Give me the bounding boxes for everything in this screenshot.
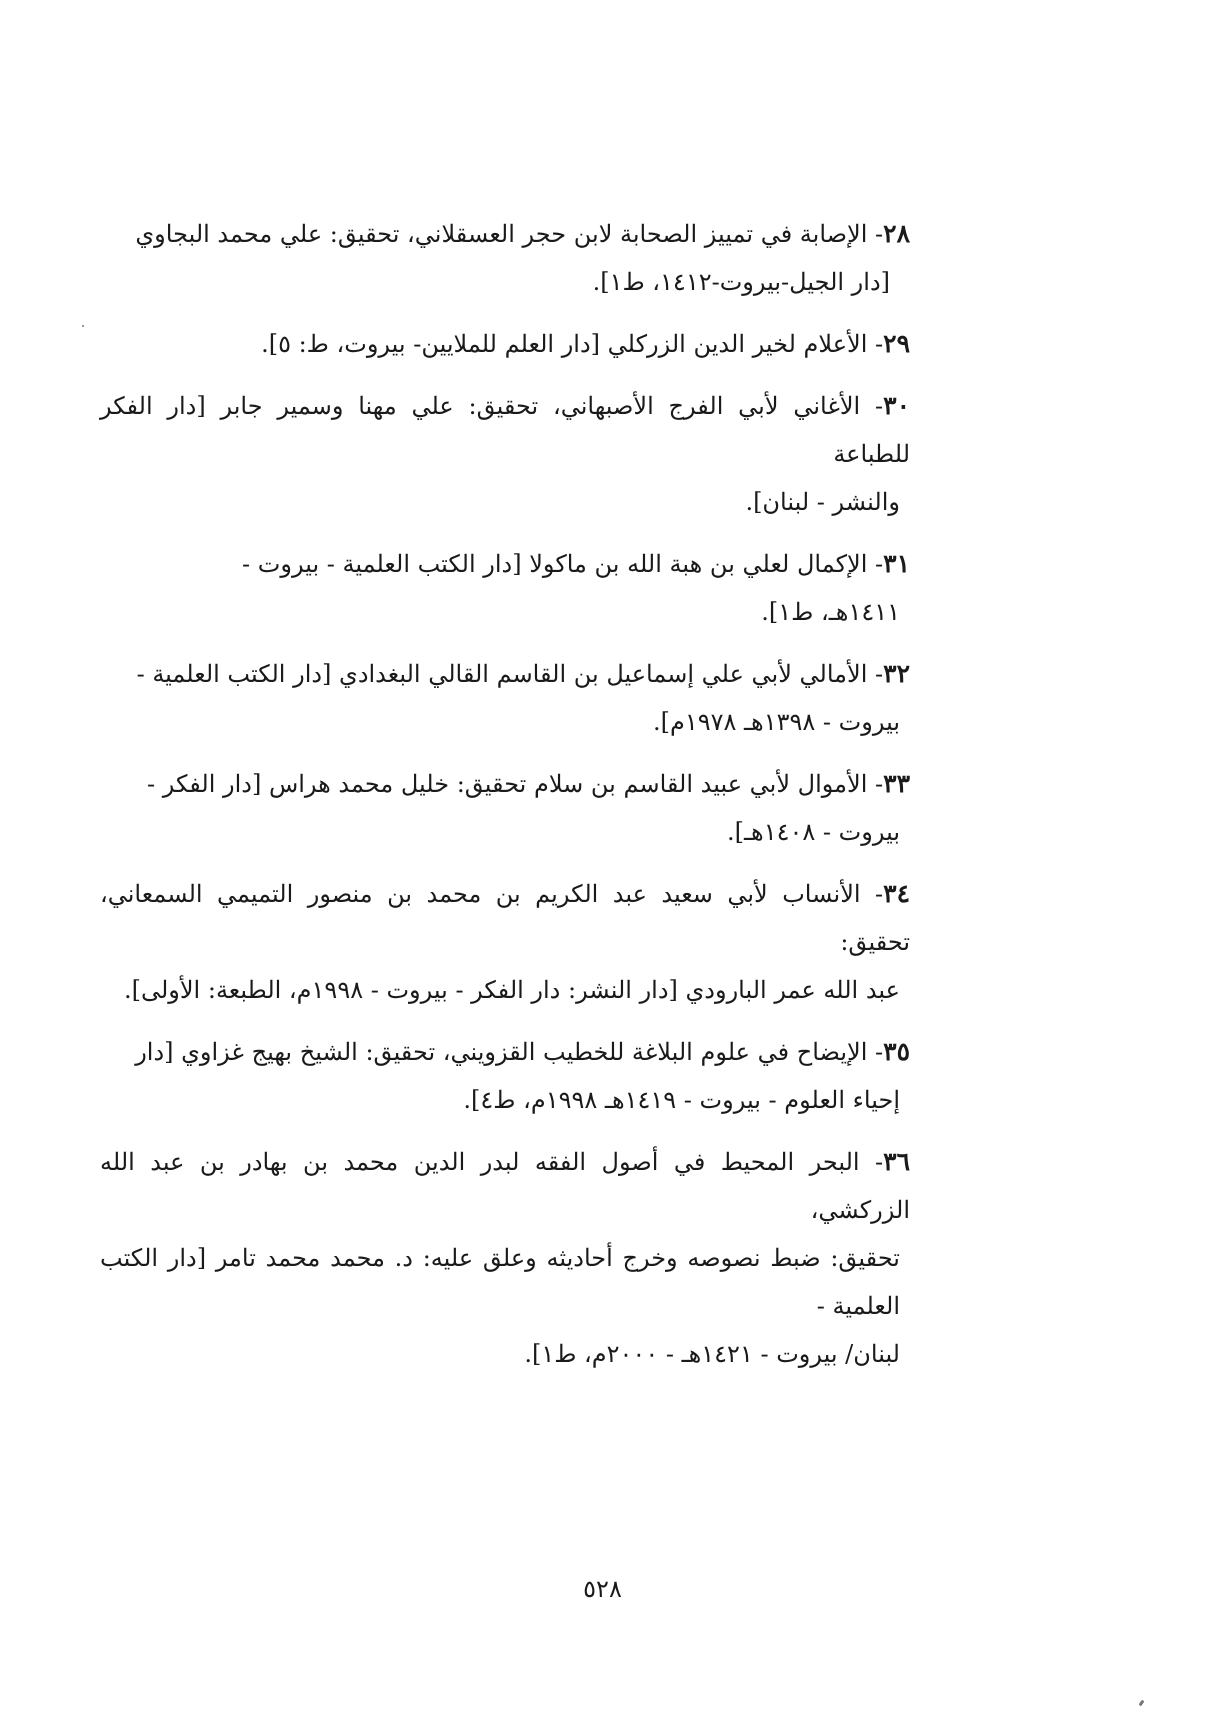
entry-number: ٣١: [883, 549, 910, 578]
entry-dash: -: [867, 1038, 884, 1066]
entry-line: [100, 1138, 1000, 1234]
entry-text: البحر المحيط في أصول الفقه لبدر الدين محمد بن بهادر بن عبد الله الزركشي،: [100, 1148, 910, 1224]
bibliography-list: [100, 210, 1000, 1378]
entry-dash: -: [867, 770, 884, 798]
entry-line: [100, 382, 1000, 478]
entry-line: والنشر - لبنان].: [745, 488, 900, 516]
bibliography-entry: [100, 382, 1000, 526]
entry-line: [100, 870, 1000, 966]
entry-number: ٣٣: [883, 769, 910, 798]
entry-number: ٣٠: [883, 391, 910, 420]
entry-number: ٢٨: [883, 219, 910, 248]
entry-line: [100, 320, 1000, 368]
entry-line: [100, 1028, 1000, 1076]
entry-dash: -: [867, 660, 884, 688]
entry-number: ٣٦: [883, 1147, 910, 1176]
entry-dash: -: [860, 880, 884, 908]
entry-line: بيروت - ١٣٩٨هـ ١٩٧٨م].: [652, 708, 900, 736]
entry-line: [100, 540, 1000, 588]
entry-line: بيروت - ١٤٠٨هـ].: [727, 818, 900, 846]
entry-number: ٣٤: [883, 879, 910, 908]
entry-text: الأموال لأبي عبيد القاسم بن سلام تحقيق: خليل محمد هراس [دار الفكر -: [147, 770, 868, 798]
entry-text: الأمالي لأبي علي إسماعيل بن القاسم القالي البغدادي [دار الكتب العلمية -: [136, 660, 868, 688]
entry-line: [100, 760, 1000, 808]
entry-text: الأنساب لأبي سعيد عبد الكريم بن محمد بن منصور التميمي السمعاني، تحقيق:: [100, 880, 910, 956]
entry-dash: -: [867, 330, 884, 358]
entry-text: الأعلام لخير الدين الزركلي [دار العلم للملايين- بيروت، ط: ٥].: [261, 330, 868, 358]
page-number: ٥٢٨: [583, 1575, 622, 1603]
entry-line: تحقيق: ضبط نصوصه وخرج أحاديثه وعلق عليه: د. محمد محمد تامر [دار الكتب العلمية -: [100, 1244, 900, 1320]
entry-number: ٣٥: [883, 1037, 910, 1066]
entry-text: الإيضاح في علوم البلاغة للخطيب القزويني، تحقيق: الشيخ بهيج غزاوي [دار: [135, 1038, 868, 1066]
entry-line: إحياء العلوم - بيروت - ١٤١٩هـ ١٩٩٨م، ط٤].: [463, 1086, 900, 1114]
entry-line: عبد الله عمر البارودي [دار النشر: دار الفكر - بيروت - ١٩٩٨م، الطبعة: الأولى].: [123, 976, 900, 1004]
bibliography-entry: [100, 540, 1000, 636]
bibliography-entry: [100, 1138, 1000, 1378]
entry-dash: -: [859, 1148, 884, 1176]
bibliography-entry: [100, 210, 1000, 306]
entry-text: الأغاني لأبي الفرج الأصبهاني، تحقيق: علي مهنا وسمير جابر [دار الفكر للطباعة: [100, 392, 910, 468]
bibliography-entry: [100, 870, 1000, 1014]
entry-line: لبنان/ بيروت - ١٤٢١هـ - ٢٠٠٠م، ط١].: [524, 1340, 900, 1368]
entry-dash: -: [867, 550, 884, 578]
scan-speck: [82, 325, 84, 327]
scan-speck: [1139, 1700, 1145, 1707]
entry-dash: -: [860, 392, 884, 420]
entry-line: ١٤١١هـ، ط١].: [761, 598, 900, 626]
entry-line: [100, 210, 1000, 258]
bibliography-entry: [100, 1028, 1000, 1124]
bibliography-entry: [100, 320, 1000, 368]
entry-text: الإصابة في تمييز الصحابة لابن حجر العسقلاني، تحقيق: علي محمد البجاوي: [135, 220, 868, 248]
bibliography-entry: [100, 760, 1000, 856]
bibliography-entry: [100, 650, 1000, 746]
entry-line: [دار الجيل-بيروت-١٤١٢، ط١].: [592, 268, 890, 296]
entry-dash: -: [867, 220, 884, 248]
entry-text: الإكمال لعلي بن هبة الله بن ماكولا [دار الكتب العلمية - بيروت -: [242, 550, 868, 578]
entry-line: [100, 650, 1000, 698]
entry-number: ٢٩: [883, 329, 910, 358]
entry-number: ٣٢: [883, 659, 910, 688]
